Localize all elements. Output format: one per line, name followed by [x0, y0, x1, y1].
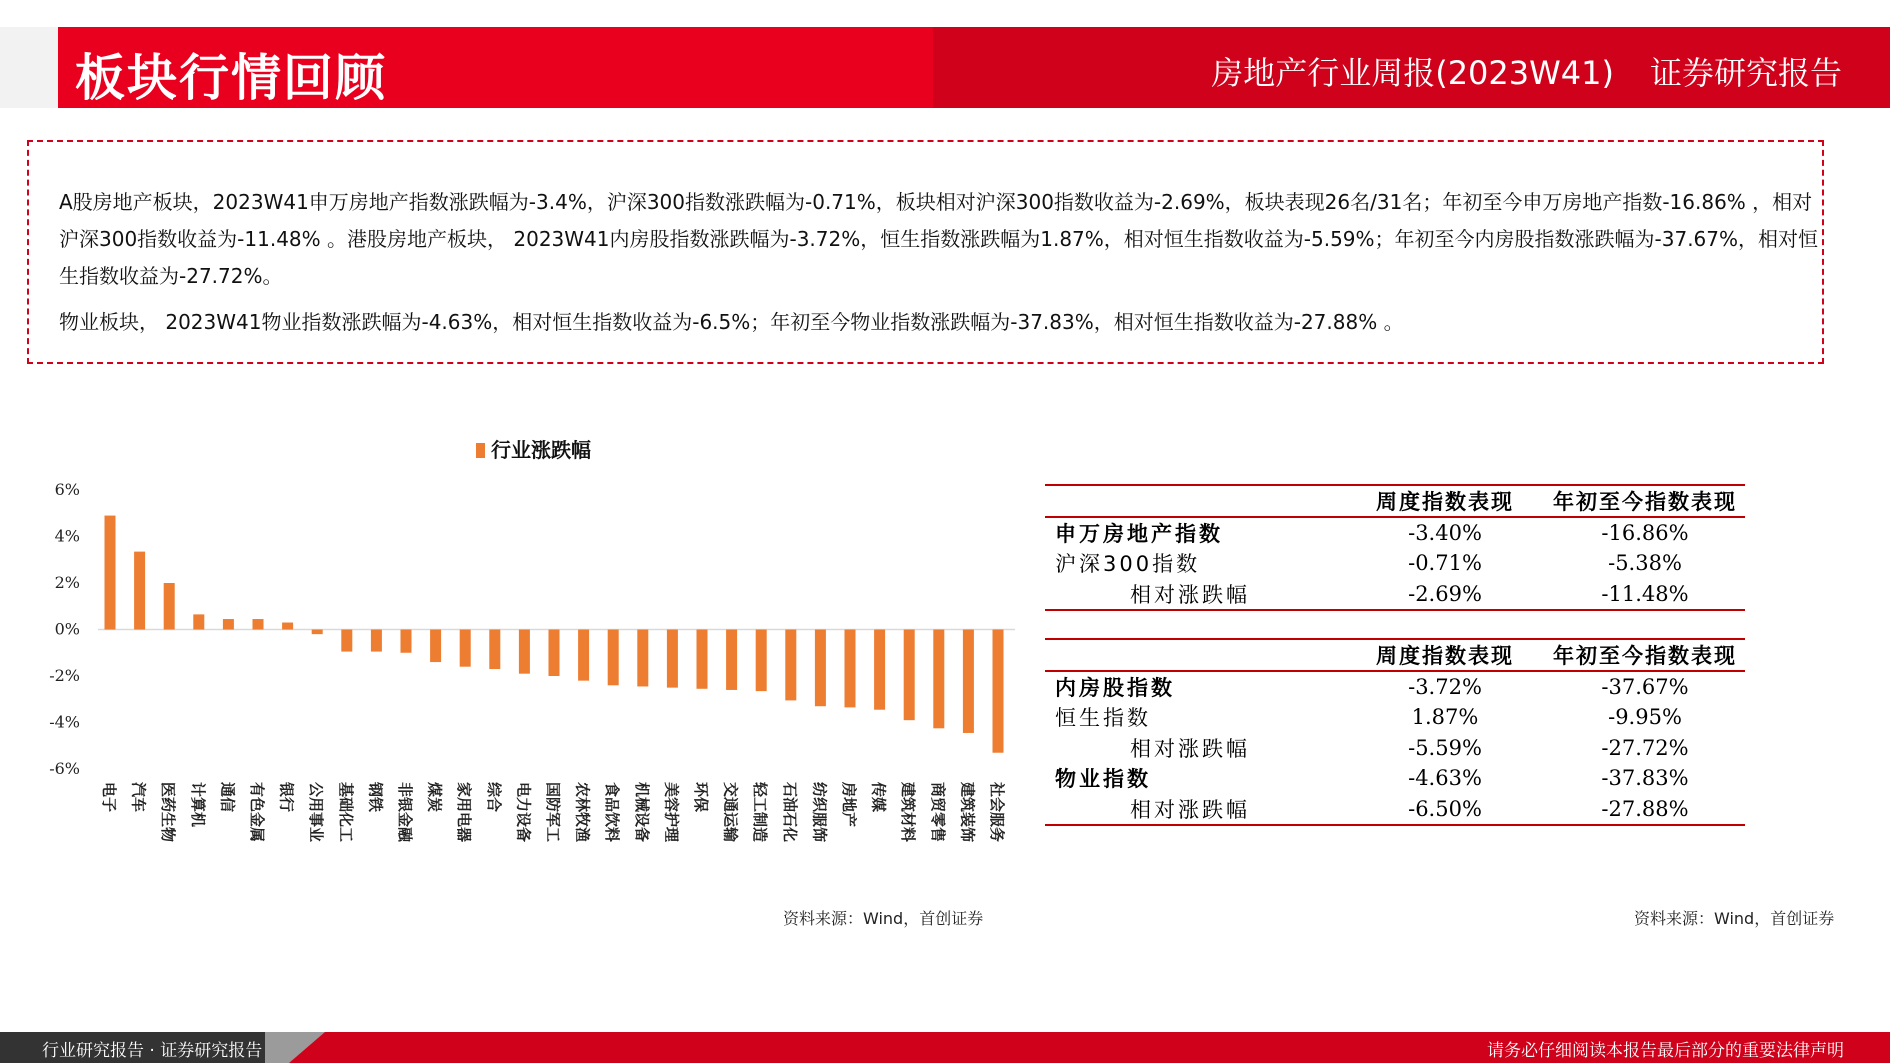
row-ytd: -16.86% — [1601, 521, 1689, 545]
category-label: 石油石化 — [780, 782, 799, 843]
bar-30 — [963, 630, 974, 733]
bar-24 — [785, 630, 796, 701]
row-weekly: -3.72% — [1408, 675, 1482, 699]
bar-20 — [667, 630, 678, 688]
row-name: 恒生指数 — [1055, 706, 1151, 731]
bar-6 — [253, 619, 264, 629]
table-row — [1045, 763, 1745, 794]
row-ytd: -27.72% — [1601, 735, 1689, 760]
y-axis — [49, 480, 80, 778]
summary-paragraph-1: A股房地产板块，2023W41申万房地产指数涨跌幅为-3.4%，沪深300指数涨跌幅为-0.71%，板块相对沪深300指数收益为-2.69%，板块表现26名/31名；年初至今申万房地产指数-16.86% ，相对沪深300指数收益为-11.48% 。港股房地产板块， 2023W41内房股指数涨跌幅为-3.72%，恒生指数涨跌幅为1.87%，相对恒生指数收益为-5.59%；年初至今内房股指数涨跌幅为-37.67%，相对恒生指数收益为-27.72%。 — [59, 190, 1819, 288]
bar-12 — [430, 630, 441, 663]
bar-13 — [460, 630, 471, 667]
bar-25 — [815, 630, 826, 707]
legend-swatch — [476, 443, 485, 458]
y-tick-label: -2% — [49, 666, 80, 685]
legend-label: 行业涨跌幅 — [491, 438, 591, 462]
sw-real-estate-index-table — [1045, 484, 1745, 611]
category-labels — [100, 781, 1006, 843]
row-weekly: 1.87% — [1411, 705, 1479, 730]
category-label: 建筑材料 — [899, 782, 918, 843]
bar-23 — [756, 630, 767, 692]
bar-11 — [401, 630, 412, 653]
category-label: 钢铁 — [366, 782, 385, 813]
category-label: 煤炭 — [425, 782, 444, 813]
table-header-blank — [1045, 485, 1345, 517]
y-tick-label: 0% — [54, 619, 80, 639]
category-label: 计算机 — [188, 782, 207, 828]
row-ytd: -11.48% — [1545, 579, 1745, 610]
summary-box — [27, 140, 1824, 364]
bar-9 — [341, 630, 352, 652]
category-label: 非银金融 — [396, 782, 414, 843]
table-header-row — [1045, 639, 1745, 671]
chart-legend — [476, 438, 591, 462]
category-label: 汽车 — [129, 782, 148, 813]
category-label: 综合 — [484, 782, 503, 813]
report-type: 证券研究报告 — [1649, 54, 1842, 92]
hk-real-estate-index-table — [1045, 638, 1745, 826]
category-label: 医药生物 — [159, 782, 178, 843]
row-ytd: -37.83% — [1601, 766, 1689, 791]
bar-22 — [726, 630, 737, 690]
category-label: 传媒 — [869, 782, 888, 813]
category-label: 轻工制造 — [751, 782, 770, 843]
bar-16 — [549, 630, 560, 677]
table-row — [1045, 702, 1745, 733]
bar-7 — [282, 623, 293, 630]
table-header-ytd: 年初至今指数表现 — [1545, 639, 1745, 671]
category-label: 农林牧渔 — [573, 782, 592, 843]
bar-1 — [105, 516, 116, 630]
bar-21 — [697, 630, 708, 689]
category-label: 食品饮料 — [603, 782, 622, 843]
row-name: 内房股指数 — [1055, 676, 1175, 700]
row-name: 相对涨跌幅 — [1045, 794, 1345, 825]
bar-15 — [519, 630, 530, 674]
row-name: 相对涨跌幅 — [1130, 736, 1250, 761]
category-label: 通信 — [218, 782, 237, 813]
row-weekly: -0.71% — [1408, 551, 1482, 576]
footer-left-text: 行业研究报告 · 证券研究报告 — [42, 1041, 263, 1061]
industry-change-bar-chart — [30, 425, 1020, 865]
bars-group — [105, 516, 1004, 753]
row-ytd: -5.38% — [1608, 551, 1682, 576]
category-label: 交通运输 — [721, 782, 740, 843]
bar-26 — [845, 630, 856, 708]
table-row — [1045, 517, 1745, 548]
category-label: 房地产 — [840, 782, 858, 828]
bar-31 — [993, 630, 1004, 753]
row-weekly: -5.59% — [1408, 735, 1482, 760]
bar-17 — [578, 630, 589, 681]
page-title: 板块行情回顾 — [75, 49, 387, 107]
category-label: 基础化工 — [336, 782, 355, 843]
bar-14 — [489, 630, 500, 670]
category-label: 机械设备 — [632, 782, 651, 843]
bar-10 — [371, 630, 382, 652]
summary-paragraph-2: 物业板块， 2023W41物业指数涨跌幅为-4.63%，相对恒生指数收益为-6.5%；年初至今物业指数涨跌幅为-37.83%，相对恒生指数收益为-27.88% 。 — [59, 310, 1404, 334]
report-info — [1211, 48, 1842, 94]
row-name: 沪深300指数 — [1055, 552, 1201, 577]
category-label: 环保 — [692, 782, 710, 813]
category-label: 社会服务 — [988, 782, 1006, 843]
category-label: 电力设备 — [514, 782, 533, 843]
table-row — [1045, 794, 1745, 825]
row-ytd: -27.88% — [1545, 794, 1745, 825]
bar-3 — [164, 583, 175, 630]
category-label: 纺织服饰 — [810, 782, 829, 843]
y-tick-label: 4% — [54, 526, 80, 546]
report-name: 房地产行业周报(2023W41) — [1211, 54, 1614, 92]
table-row — [1045, 733, 1745, 764]
bar-2 — [134, 552, 145, 630]
y-tick-label: 2% — [54, 573, 80, 592]
category-label: 国防军工 — [544, 782, 562, 843]
table-header-weekly: 周度指数表现 — [1345, 639, 1545, 671]
bar-27 — [874, 630, 885, 710]
bar-4 — [193, 614, 204, 629]
table-header-blank — [1045, 639, 1345, 671]
bar-19 — [637, 630, 648, 687]
bar-8 — [312, 630, 323, 635]
category-label: 美容护理 — [662, 782, 681, 843]
header-notch — [0, 27, 58, 108]
row-name: 物业指数 — [1055, 767, 1151, 792]
category-label: 家用电器 — [455, 782, 474, 843]
bar-29 — [933, 630, 944, 729]
category-label: 有色金属 — [248, 782, 266, 843]
row-ytd: -9.95% — [1608, 705, 1682, 730]
category-label: 建筑装饰 — [958, 782, 977, 843]
category-label: 电子 — [100, 782, 118, 813]
table-row — [1045, 579, 1745, 610]
row-name: 申万房地产指数 — [1055, 522, 1223, 546]
category-label: 银行 — [277, 782, 296, 813]
table-header-ytd: 年初至今指数表现 — [1545, 485, 1745, 517]
row-ytd: -37.67% — [1601, 675, 1689, 699]
table-row — [1045, 548, 1745, 579]
table-header-weekly: 周度指数表现 — [1345, 485, 1545, 517]
row-weekly: -3.40% — [1408, 521, 1482, 545]
y-tick-label: -4% — [49, 712, 80, 732]
chart-source: 资料来源：Wind，首创证券 — [783, 909, 984, 928]
table-header-row — [1045, 485, 1745, 517]
row-weekly: -2.69% — [1345, 579, 1545, 610]
table-source: 资料来源：Wind，首创证券 — [1634, 909, 1835, 928]
row-weekly: -4.63% — [1408, 766, 1482, 791]
y-tick-label: 6% — [54, 480, 80, 499]
category-label: 商贸零售 — [928, 782, 947, 843]
legal-notice-link[interactable]: 请务必仔细阅读本报告最后部分的重要法律声明 — [1487, 1041, 1844, 1061]
bar-28 — [904, 630, 915, 721]
bar-18 — [608, 630, 619, 686]
y-tick-label: -6% — [49, 759, 80, 778]
bar-5 — [223, 619, 234, 629]
row-weekly: -6.50% — [1345, 794, 1545, 825]
row-name: 相对涨跌幅 — [1045, 579, 1345, 610]
category-label: 公用事业 — [307, 782, 326, 843]
table-row — [1045, 671, 1745, 702]
